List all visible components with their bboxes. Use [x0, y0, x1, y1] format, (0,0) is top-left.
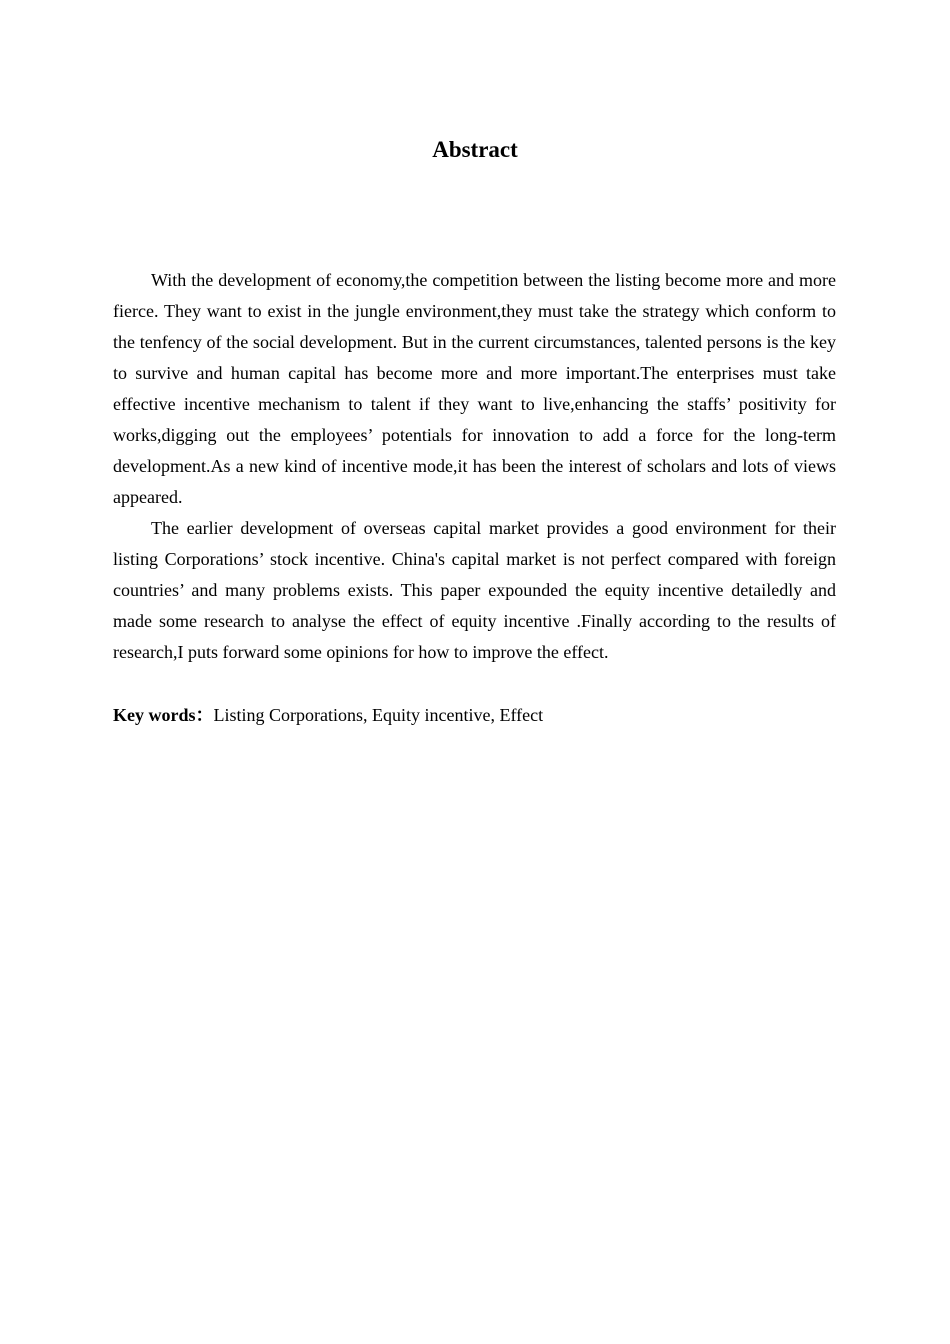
keywords-line: [113, 700, 836, 731]
abstract-body: [113, 265, 836, 668]
abstract-paragraph-1: With the development of economy,the competition between the listing become more and more fierce. They want to exist in the jungle environment,they must take the strategy which conform to the tenfency of the social development. But in the current circumstances, talented persons is the key to survive and human capital has become more and more important.The enterprises must take effective incentive mechanism to talent if they want to live,enhancing the staffs’ positivity for works,digging out the employees’ potentials for innovation to add a force for the long-term development.As a new kind of incentive mode,it has been the interest of scholars and lots of views appeared.: [113, 270, 836, 507]
keywords-label: Key words：: [113, 705, 214, 725]
keywords-value: Listing Corporations, Equity incentive, Effect: [213, 705, 544, 725]
abstract-paragraph-2: The earlier development of overseas capital market provides a good environment for their listing Corporations’ stock incentive. China's capital market is not perfect compared with foreign countries’ and many problems exists. This paper expounded the equity incentive detailedly and made some research to analyse the effect of equity incentive .Finally according to the results of research,I puts forward some opinions for how to improve the effect.: [113, 518, 836, 662]
abstract-title: Abstract: [432, 137, 518, 162]
